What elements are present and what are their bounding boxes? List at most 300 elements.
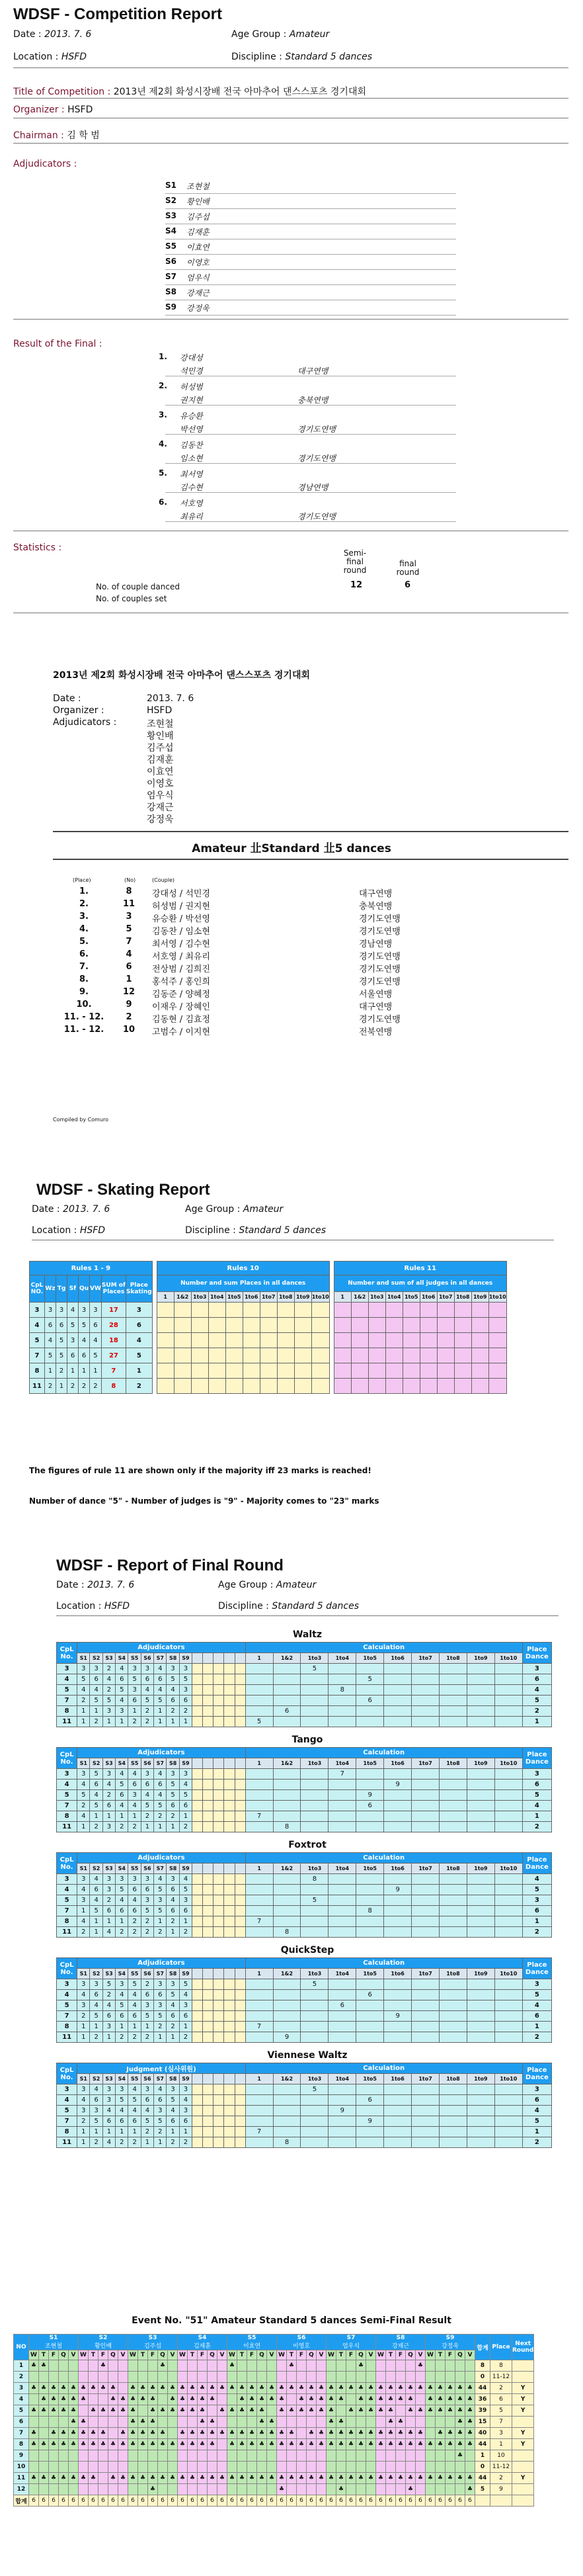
semi-mark: ♣	[59, 2473, 69, 2484]
semi-mark-empty	[446, 2450, 455, 2462]
semi-mark: ♣	[237, 2473, 247, 2484]
calc-cell	[440, 1769, 467, 1780]
semi-dance-letter: F	[49, 2350, 59, 2360]
semi-mark-empty	[29, 2450, 39, 2462]
judge-mark: 4	[116, 1769, 128, 1780]
skating-dance-place: 5	[67, 1318, 79, 1333]
adjudicator-name: 조현철	[186, 182, 210, 191]
semi-mark-empty	[49, 2484, 59, 2495]
judge-header: S1	[77, 2074, 90, 2084]
semi-mark-empty	[59, 2372, 69, 2383]
calc-cell	[494, 2022, 522, 2032]
semi-mark: ♣	[118, 2405, 128, 2417]
semi-mark: ♣	[356, 2428, 366, 2439]
calc-cell	[412, 1811, 440, 1822]
calc-cell	[494, 1874, 522, 1885]
summary-no: 7	[126, 937, 132, 947]
summary-date-label: Date :	[53, 693, 81, 704]
calc-header: 1to5	[356, 1758, 384, 1769]
skating-col-header: Wz	[45, 1275, 56, 1303]
judge-mark: 5	[179, 1674, 192, 1685]
dance-place: 2	[522, 1822, 551, 1832]
semi-mark: ♣	[69, 2405, 79, 2417]
semi-mark: ♣	[89, 2473, 98, 2484]
calc-cell	[329, 1822, 356, 1832]
calc-cell	[245, 2095, 273, 2106]
semi-mark-empty	[49, 2417, 59, 2428]
judge-mark: 3	[102, 2084, 115, 2095]
judge-mark: 1	[154, 1706, 167, 1717]
judge-mark: 6	[128, 1780, 141, 1790]
calc-cell	[494, 1927, 522, 1938]
semi-mark: ♣	[376, 2383, 386, 2394]
calc-header: 1to9	[467, 1864, 494, 1874]
summary-club: 충북연맹	[359, 902, 393, 912]
semi-mark-empty	[327, 2360, 336, 2372]
calc-cell	[467, 2137, 494, 2148]
calc-cell	[301, 1990, 329, 2000]
skating-rule10-cell	[311, 1318, 329, 1333]
calc-cell	[494, 2127, 522, 2137]
judge-mark: 2	[102, 1895, 115, 1906]
judge-mark: 3	[116, 1874, 128, 1885]
calc-cell	[384, 2022, 412, 2032]
judge-mark: 1	[141, 1822, 153, 1832]
judge-header: S6	[141, 1758, 153, 1769]
calc-cell	[301, 2000, 329, 2011]
calc-header: 1to7	[412, 1758, 440, 1769]
calc-cell	[301, 1906, 329, 1916]
judge-mark: 3	[141, 1874, 153, 1885]
judge-mark: 1	[77, 2022, 90, 2032]
semi-mark: ♣	[257, 2473, 267, 2484]
semi-mark-empty	[297, 2484, 307, 2495]
judge-mark: 6	[102, 2011, 115, 2022]
semi-foot-cell: 6	[138, 2495, 148, 2507]
skating-rules11-header: Rules 11	[334, 1262, 506, 1275]
judge-mark: 1	[116, 1916, 128, 1927]
calc-header: 1to3	[301, 1653, 329, 1664]
final-club: 경남연맹	[297, 483, 329, 492]
calc-value: 6	[356, 1801, 384, 1811]
skating-rule10-cell	[208, 1333, 225, 1348]
judge-mark-blank	[224, 1895, 235, 1906]
judge-mark: 3	[141, 1664, 153, 1674]
semi-mark-empty	[257, 2450, 267, 2462]
semi-dance-letter: V	[366, 2350, 376, 2360]
semi-dance-letter: V	[69, 2350, 79, 2360]
calc-cell	[301, 2116, 329, 2127]
semi-mark: ♣	[247, 2383, 257, 2394]
judge-mark-blank	[192, 1885, 203, 1895]
semi-mark: ♣	[465, 2417, 475, 2428]
semi-mark: ♣	[446, 2439, 455, 2450]
calc-cell	[384, 1979, 412, 1990]
judge-mark-blank	[235, 1979, 245, 1990]
judge-header: S8	[167, 1653, 179, 1664]
calc-cell	[494, 2095, 522, 2106]
calc-cell	[384, 1895, 412, 1906]
judge-mark: 2	[154, 1927, 167, 1938]
calc-cell	[494, 2106, 522, 2116]
semi-mark: ♣	[436, 2428, 446, 2439]
skating-dance-place: 3	[56, 1303, 67, 1318]
judge-mark: 5	[179, 1790, 192, 1801]
semi-mark: ♣	[257, 2383, 267, 2394]
skating-rule10-cell	[260, 1318, 277, 1333]
skating-rule10-cell	[311, 1333, 329, 1348]
judge-mark: 5	[141, 1906, 153, 1916]
skating-subcol-header: 1to4	[385, 1292, 403, 1303]
semi-mark-empty	[178, 2417, 188, 2428]
dance-row	[57, 2095, 552, 2106]
semi-next	[512, 2450, 534, 2462]
judge-mark: 3	[154, 1895, 167, 1906]
semi-dance-letter: V	[465, 2350, 475, 2360]
semi-foot-cell: 6	[39, 2495, 49, 2507]
calc-value: 7	[245, 1916, 273, 1927]
skating-rule10-cell	[311, 1348, 329, 1363]
judge-mark-blank	[235, 2095, 245, 2106]
semi-final-round-header: Semi-final round	[343, 548, 367, 575]
semi-mark: ♣	[128, 2473, 138, 2484]
judge-mark: 2	[116, 2032, 128, 2043]
calc-cell	[301, 1822, 329, 1832]
calc-cell	[301, 2106, 329, 2116]
judge-mark-blank	[203, 1906, 214, 1916]
judge-mark-blank	[224, 2032, 235, 2043]
semi-mark: ♣	[416, 2473, 426, 2484]
calc-value: 9	[384, 1885, 412, 1895]
semi-mark: ♣	[446, 2383, 455, 2394]
skating-row	[30, 1318, 507, 1333]
calc-cell	[467, 2022, 494, 2032]
semi-mark-empty	[158, 2394, 168, 2405]
judge-mark: 1	[167, 1927, 179, 1938]
semi-total: 44	[475, 2439, 490, 2450]
semi-mark-empty	[108, 2484, 118, 2495]
semi-mark: ♣	[257, 2417, 267, 2428]
semi-mark: ♣	[287, 2405, 297, 2417]
judge-mark: 2	[90, 2137, 102, 2148]
semi-mark-empty	[396, 2484, 406, 2495]
judge-header: S6	[141, 2074, 153, 2084]
calc-cell	[384, 1685, 412, 1696]
semi-mark: ♣	[188, 2428, 198, 2439]
semi-mark-empty	[168, 2360, 178, 2372]
semi-mark: ♣	[426, 2383, 436, 2394]
judge-mark: 5	[141, 2116, 153, 2127]
semi-mark-empty	[386, 2372, 396, 2383]
calc-cell	[467, 1822, 494, 1832]
semi-next	[512, 2484, 534, 2495]
skating-table	[29, 1261, 507, 1394]
semi-mark: ♣	[366, 2439, 376, 2450]
judge-mark-blank	[192, 2095, 203, 2106]
skating-col-header: Sf	[67, 1275, 79, 1303]
semi-mark: ♣	[446, 2473, 455, 2484]
calc-cell	[273, 2127, 301, 2137]
semi-mark: ♣	[217, 2383, 227, 2394]
judge-mark-blank	[214, 2106, 224, 2116]
final-round-dance-tables	[56, 1627, 559, 2148]
semi-mark-empty	[346, 2462, 356, 2473]
judge-mark: 6	[116, 1906, 128, 1916]
calc-cell	[301, 1674, 329, 1685]
summary-place: 11. - 12.	[63, 1025, 104, 1035]
semi-mark-empty	[247, 2417, 257, 2428]
skating-row	[30, 1363, 507, 1379]
judge-mark-blank	[203, 2011, 214, 2022]
calc-cell	[412, 2000, 440, 2011]
calc-cell	[412, 2032, 440, 2043]
dance-place: 4	[522, 1874, 551, 1885]
semi-mark-empty	[69, 2360, 79, 2372]
semi-mark-empty	[366, 2417, 376, 2428]
skating-rule10-cell	[277, 1318, 294, 1333]
judge-mark: 3	[128, 1790, 141, 1801]
judge-mark: 4	[102, 2000, 115, 2011]
final-result-row	[159, 408, 456, 437]
semi-mark: ♣	[89, 2439, 98, 2450]
calc-cell	[494, 1674, 522, 1685]
semi-dance-letter: W	[29, 2350, 39, 2360]
calc-value: 8	[301, 1874, 329, 1885]
adjudicator-code: S3	[165, 211, 176, 220]
final-partner-a: 강대성	[180, 353, 203, 363]
calc-cell	[301, 2032, 329, 2043]
calc-value: 8	[329, 1685, 356, 1696]
semi-mark: ♣	[366, 2383, 376, 2394]
semi-mark-empty	[198, 2462, 208, 2473]
judge-mark: 4	[90, 1685, 102, 1696]
calc-cell	[467, 2095, 494, 2106]
semi-mark: ♣	[198, 2439, 208, 2450]
semi-mark: ♣	[79, 2439, 89, 2450]
semi-mark: ♣	[69, 2473, 79, 2484]
dance-couple-no: 8	[57, 1706, 77, 1717]
semi-mark: ♣	[426, 2405, 436, 2417]
skating-rule10-cell	[225, 1363, 243, 1379]
calc-cell	[440, 1717, 467, 1727]
semi-judge-name: 김재훈	[193, 2343, 212, 2350]
semi-mark: ♣	[307, 2473, 317, 2484]
summary-no: 11	[122, 899, 136, 909]
skating-rule11-cell	[385, 1363, 403, 1379]
adjudicator-row	[165, 255, 456, 270]
semi-mark: ♣	[346, 2473, 356, 2484]
calc-cell	[494, 2084, 522, 2095]
final-count: 6	[405, 580, 411, 590]
skating-dance-place: 6	[45, 1318, 56, 1333]
judge-mark: 2	[167, 1916, 179, 1927]
semi-mark-empty	[426, 2428, 436, 2439]
col-place-dance: Place Dance	[522, 1958, 551, 1979]
summary-adjudicator: 조현철	[147, 719, 174, 730]
dance-place: 6	[522, 2011, 551, 2022]
skating-place: 2	[126, 1379, 152, 1394]
judge-mark: 3	[102, 1885, 115, 1895]
final-club: 대구연맹	[297, 366, 329, 376]
semi-mark-empty	[426, 2450, 436, 2462]
judge-mark-blank	[224, 1696, 235, 1706]
judge-mark: 2	[141, 1927, 153, 1938]
skating-rule11-cell	[454, 1303, 471, 1318]
semi-mark: ♣	[455, 2394, 465, 2405]
semi-row	[14, 2462, 534, 2473]
judge-mark: 1	[141, 2022, 153, 2032]
judge-mark: 5	[167, 1790, 179, 1801]
judge-mark-blank	[192, 2022, 203, 2032]
judge-mark: 2	[141, 1717, 153, 1727]
semi-judge-name: 황인배	[94, 2343, 112, 2350]
semi-judge-code: S2	[98, 2335, 108, 2341]
calc-cell	[356, 1822, 384, 1832]
judge-header-blank	[203, 1758, 214, 1769]
summary-club: 서울연맹	[359, 990, 393, 1000]
summary-row	[53, 1000, 568, 1012]
calc-cell	[245, 1664, 273, 1674]
calc-cell	[329, 2127, 356, 2137]
semi-mark: ♣	[465, 2473, 475, 2484]
semi-mark: ♣	[89, 2405, 98, 2417]
semi-mark: ♣	[148, 2405, 158, 2417]
semi-place: 2	[490, 2473, 512, 2484]
summary-adjudicator: 이영호	[147, 779, 174, 789]
judge-mark: 4	[154, 1685, 167, 1696]
judge-header-blank	[214, 2074, 224, 2084]
semi-mark-empty	[198, 2484, 208, 2495]
skating-rule11-cell	[368, 1363, 385, 1379]
calc-cell	[356, 1916, 384, 1927]
semi-mark: ♣	[178, 2405, 188, 2417]
semi-mark: ♣	[386, 2439, 396, 2450]
semi-mark: ♣	[208, 2383, 217, 2394]
semi-mark-empty	[416, 2417, 426, 2428]
calc-header: 1to3	[301, 1864, 329, 1874]
judge-mark: 1	[102, 1916, 115, 1927]
judge-mark: 5	[128, 1674, 141, 1685]
judge-header: S3	[102, 1969, 115, 1979]
judge-mark: 6	[154, 1674, 167, 1685]
semi-col-place: Place	[490, 2335, 512, 2360]
semi-mark-empty	[79, 2405, 89, 2417]
semi-mark-empty	[217, 2372, 227, 2383]
judge-mark-blank	[214, 2084, 224, 2095]
judge-mark-blank	[192, 1685, 203, 1696]
dance-row	[57, 1811, 552, 1822]
semi-mark-empty	[336, 2405, 346, 2417]
calc-cell	[301, 1885, 329, 1895]
semi-mark-empty	[49, 2450, 59, 2462]
judge-mark: 1	[179, 2127, 192, 2137]
semi-mark: ♣	[455, 2383, 465, 2394]
final-partner-b: 석민경	[180, 366, 203, 376]
judge-mark-blank	[224, 1790, 235, 1801]
dance-place: 3	[522, 1664, 551, 1674]
judge-mark: 4	[77, 1916, 90, 1927]
semi-mark-empty	[416, 2462, 426, 2473]
judge-mark: 6	[128, 2011, 141, 2022]
judge-mark: 3	[141, 1769, 153, 1780]
semi-mark-empty	[317, 2462, 327, 2473]
semi-mark-empty	[317, 2484, 327, 2495]
dance-row	[57, 1769, 552, 1780]
skating-rule11-cell	[403, 1303, 420, 1318]
semi-foot-cell: 6	[247, 2495, 257, 2507]
calc-cell	[384, 2116, 412, 2127]
judge-header-blank	[192, 2074, 203, 2084]
dance-couple-no: 8	[57, 2022, 77, 2032]
summary-col-no: (No)	[124, 877, 136, 883]
judge-mark: 1	[77, 2137, 90, 2148]
judge-mark: 1	[179, 1811, 192, 1822]
semi-mark: ♣	[198, 2417, 208, 2428]
semi-mark-empty	[247, 2360, 257, 2372]
skating-dance-place: 6	[90, 1318, 102, 1333]
final-partner-b: 김수현	[180, 483, 203, 492]
judge-mark: 5	[154, 2011, 167, 2022]
judge-header: S5	[128, 1969, 141, 1979]
statistics-label: Statistics :	[13, 542, 62, 553]
adjudicator-code: S4	[165, 226, 176, 236]
semi-place: 6	[490, 2394, 512, 2405]
calc-cell	[329, 1916, 356, 1927]
judge-mark: 6	[128, 1906, 141, 1916]
semi-mark: ♣	[118, 2439, 128, 2450]
semi-mark-empty	[128, 2360, 138, 2372]
judge-mark-blank	[203, 1979, 214, 1990]
calc-cell	[273, 1906, 301, 1916]
calc-cell	[467, 2032, 494, 2043]
calc-cell	[329, 1979, 356, 1990]
judge-mark-blank	[224, 1664, 235, 1674]
judge-mark-blank	[203, 1717, 214, 1727]
semi-mark-empty	[247, 2462, 257, 2473]
summary-couple: 김동준 / 양혜정	[152, 990, 210, 1000]
calc-cell	[329, 1801, 356, 1811]
judge-mark: 5	[179, 1979, 192, 1990]
skating-subcol-header: 1to6	[420, 1292, 437, 1303]
semi-mark: ♣	[59, 2405, 69, 2417]
calc-cell	[273, 1811, 301, 1822]
calc-cell	[467, 1696, 494, 1706]
skating-rule10-cell	[157, 1379, 174, 1394]
dance-place: 6	[522, 1906, 551, 1916]
judge-mark-blank	[203, 2127, 214, 2137]
semi-mark-empty	[455, 2360, 465, 2372]
judge-mark: 2	[128, 2137, 141, 2148]
summary-place: 8.	[79, 974, 89, 984]
calc-cell	[467, 2011, 494, 2022]
judge-mark-blank	[192, 2011, 203, 2022]
semi-mark-empty	[346, 2484, 356, 2495]
semi-mark: ♣	[148, 2484, 158, 2495]
summary-place: 9.	[79, 987, 89, 997]
semi-mark: ♣	[277, 2428, 287, 2439]
semi-mark: ♣	[465, 2484, 475, 2495]
semi-mark-empty	[237, 2462, 247, 2473]
semi-next: Y	[512, 2394, 534, 2405]
calc-cell	[494, 1780, 522, 1790]
skating-rule10-cell	[174, 1379, 191, 1394]
dance-place: 6	[522, 1780, 551, 1790]
semi-mark-empty	[465, 2360, 475, 2372]
skating-rule10-cell	[208, 1379, 225, 1394]
semi-dance-letter: F	[297, 2350, 307, 2360]
calc-cell	[412, 1895, 440, 1906]
calc-header: 1	[245, 1653, 273, 1664]
